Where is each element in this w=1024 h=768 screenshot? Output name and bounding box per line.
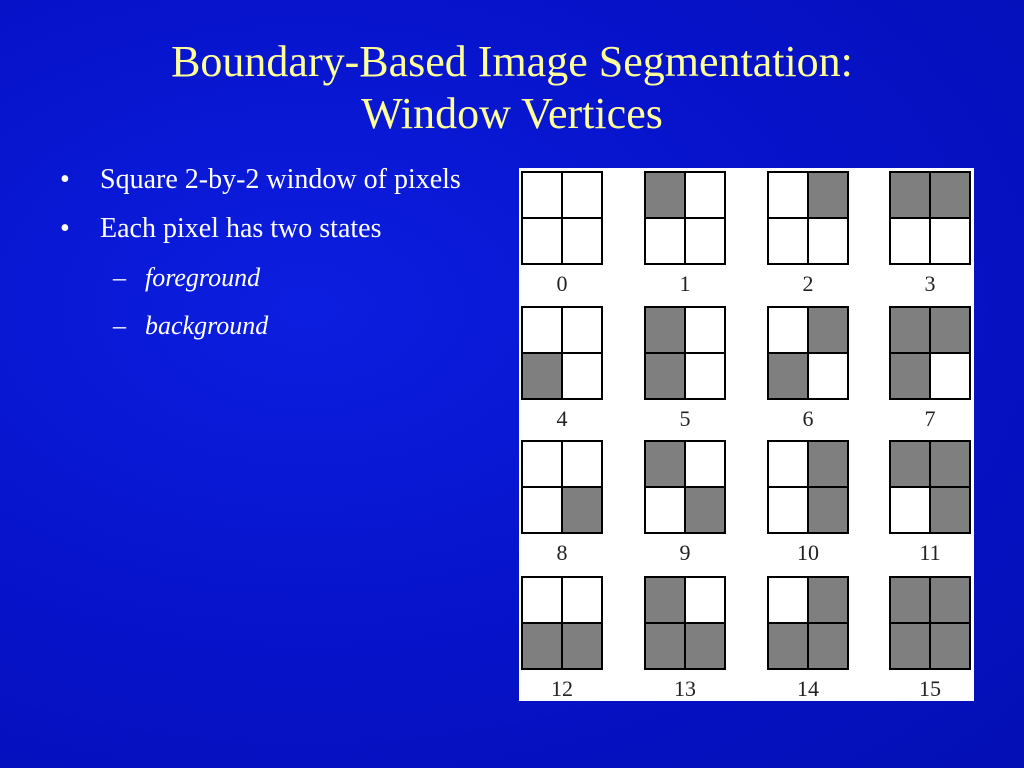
pixel-top-left-background bbox=[522, 441, 562, 487]
pixel-top-right-background bbox=[562, 172, 602, 218]
pixel-window bbox=[889, 171, 971, 265]
pixel-top-right-foreground bbox=[930, 577, 970, 623]
window-label: 15 bbox=[919, 676, 941, 701]
pixel-window bbox=[889, 440, 971, 534]
pixel-bottom-left-foreground bbox=[522, 353, 562, 399]
pixel-window bbox=[521, 306, 603, 400]
pixel-top-right-background bbox=[562, 441, 602, 487]
pixel-bottom-right-foreground bbox=[808, 487, 848, 533]
window-label: 8 bbox=[556, 540, 568, 565]
pixel-top-right-foreground bbox=[808, 441, 848, 487]
sub-bullet-marker: – bbox=[113, 263, 126, 292]
window-label: 0 bbox=[556, 271, 568, 296]
pixel-bottom-left-background bbox=[890, 218, 930, 264]
pixel-bottom-left-foreground bbox=[522, 623, 562, 669]
bullet-item bbox=[60, 211, 480, 247]
pixel-bottom-left-background bbox=[890, 487, 930, 533]
pixel-window bbox=[521, 440, 603, 534]
window-label: 9 bbox=[679, 540, 691, 565]
pixel-bottom-right-foreground bbox=[930, 623, 970, 669]
pixel-bottom-right-foreground bbox=[685, 487, 725, 533]
pixel-top-right-foreground bbox=[930, 441, 970, 487]
pixel-window bbox=[889, 306, 971, 400]
pixel-bottom-right-background bbox=[685, 218, 725, 264]
pixel-top-left-foreground bbox=[890, 577, 930, 623]
pixel-window bbox=[521, 171, 603, 265]
pixel-top-right-foreground bbox=[808, 577, 848, 623]
pixel-window bbox=[644, 440, 726, 534]
sub-bullet-text: foreground bbox=[145, 263, 261, 292]
pixel-bottom-left-background bbox=[768, 487, 808, 533]
pixel-bottom-right-foreground bbox=[808, 623, 848, 669]
pixel-bottom-left-foreground bbox=[890, 353, 930, 399]
window-label: 1 bbox=[679, 271, 691, 296]
pixel-bottom-right-foreground bbox=[685, 623, 725, 669]
pixel-bottom-right-background bbox=[562, 353, 602, 399]
pixel-bottom-left-background bbox=[768, 218, 808, 264]
pixel-window bbox=[767, 306, 849, 400]
pixel-bottom-left-background bbox=[645, 487, 685, 533]
pixel-top-left-background bbox=[768, 172, 808, 218]
pixel-top-right-foreground bbox=[930, 307, 970, 353]
sub-bullet-marker: – bbox=[113, 311, 126, 340]
window-label: 7 bbox=[924, 406, 936, 431]
pixel-top-left-background bbox=[768, 441, 808, 487]
window-label: 13 bbox=[674, 676, 696, 701]
pixel-top-left-background bbox=[522, 577, 562, 623]
window-label: 2 bbox=[802, 271, 814, 296]
bullet-text: Each pixel has two states bbox=[100, 213, 382, 244]
pixel-window bbox=[767, 440, 849, 534]
pixel-window bbox=[644, 171, 726, 265]
title-line-2: Window Vertices bbox=[361, 89, 663, 138]
pixel-top-right-background bbox=[685, 172, 725, 218]
pixel-bottom-left-foreground bbox=[645, 623, 685, 669]
pixel-top-right-foreground bbox=[808, 307, 848, 353]
pixel-bottom-left-foreground bbox=[645, 353, 685, 399]
pixel-top-left-background bbox=[768, 307, 808, 353]
window-label: 11 bbox=[919, 540, 941, 565]
pixel-window bbox=[644, 306, 726, 400]
pixel-bottom-right-background bbox=[930, 353, 970, 399]
pixel-window bbox=[889, 576, 971, 670]
window-label: 3 bbox=[924, 271, 936, 296]
pixel-top-right-background bbox=[685, 577, 725, 623]
slide-title bbox=[0, 36, 1024, 140]
sub-bullet-item bbox=[60, 308, 480, 344]
pixel-bottom-left-foreground bbox=[890, 623, 930, 669]
pixel-top-right-foreground bbox=[930, 172, 970, 218]
pixel-bottom-right-background bbox=[930, 218, 970, 264]
window-label: 4 bbox=[556, 406, 568, 431]
pixel-top-right-foreground bbox=[808, 172, 848, 218]
pixel-bottom-right-foreground bbox=[930, 487, 970, 533]
bullet-list bbox=[60, 162, 480, 356]
pixel-top-left-foreground bbox=[645, 577, 685, 623]
pixel-bottom-left-foreground bbox=[768, 623, 808, 669]
pixel-top-left-foreground bbox=[890, 441, 930, 487]
bullet-item bbox=[60, 162, 480, 198]
pixel-top-right-background bbox=[685, 441, 725, 487]
window-vertices-diagram bbox=[519, 168, 974, 701]
bullet-marker: • bbox=[60, 213, 70, 244]
title-line-1: Boundary-Based Image Segmentation: bbox=[171, 37, 853, 86]
sub-bullet-item bbox=[60, 260, 480, 296]
window-label: 10 bbox=[797, 540, 819, 565]
pixel-bottom-left-foreground bbox=[768, 353, 808, 399]
pixel-top-left-background bbox=[522, 172, 562, 218]
pixel-top-right-background bbox=[562, 577, 602, 623]
pixel-bottom-right-foreground bbox=[562, 623, 602, 669]
pixel-bottom-right-background bbox=[562, 218, 602, 264]
pixel-top-right-background bbox=[685, 307, 725, 353]
pixel-window bbox=[767, 576, 849, 670]
pixel-bottom-left-background bbox=[522, 487, 562, 533]
pixel-bottom-right-background bbox=[685, 353, 725, 399]
pixel-bottom-right-background bbox=[808, 353, 848, 399]
pixel-bottom-right-foreground bbox=[562, 487, 602, 533]
pixel-top-left-foreground bbox=[645, 441, 685, 487]
pixel-top-left-foreground bbox=[645, 307, 685, 353]
pixel-bottom-right-background bbox=[808, 218, 848, 264]
pixel-top-left-foreground bbox=[890, 172, 930, 218]
window-label: 6 bbox=[802, 406, 814, 431]
bullet-text: Square 2-by-2 window of pixels bbox=[100, 164, 461, 195]
pixel-top-left-foreground bbox=[890, 307, 930, 353]
pixel-window bbox=[644, 576, 726, 670]
pixel-top-left-background bbox=[768, 577, 808, 623]
pixel-top-right-background bbox=[562, 307, 602, 353]
window-label: 5 bbox=[679, 406, 691, 431]
pixel-window bbox=[767, 171, 849, 265]
pixel-bottom-left-background bbox=[645, 218, 685, 264]
pixel-top-left-foreground bbox=[645, 172, 685, 218]
sub-bullet-text: background bbox=[145, 311, 269, 340]
window-label: 14 bbox=[797, 676, 819, 701]
window-label: 12 bbox=[551, 676, 573, 701]
pixel-top-left-background bbox=[522, 307, 562, 353]
pixel-bottom-left-background bbox=[522, 218, 562, 264]
pixel-window bbox=[521, 576, 603, 670]
bullet-marker: • bbox=[60, 164, 70, 195]
